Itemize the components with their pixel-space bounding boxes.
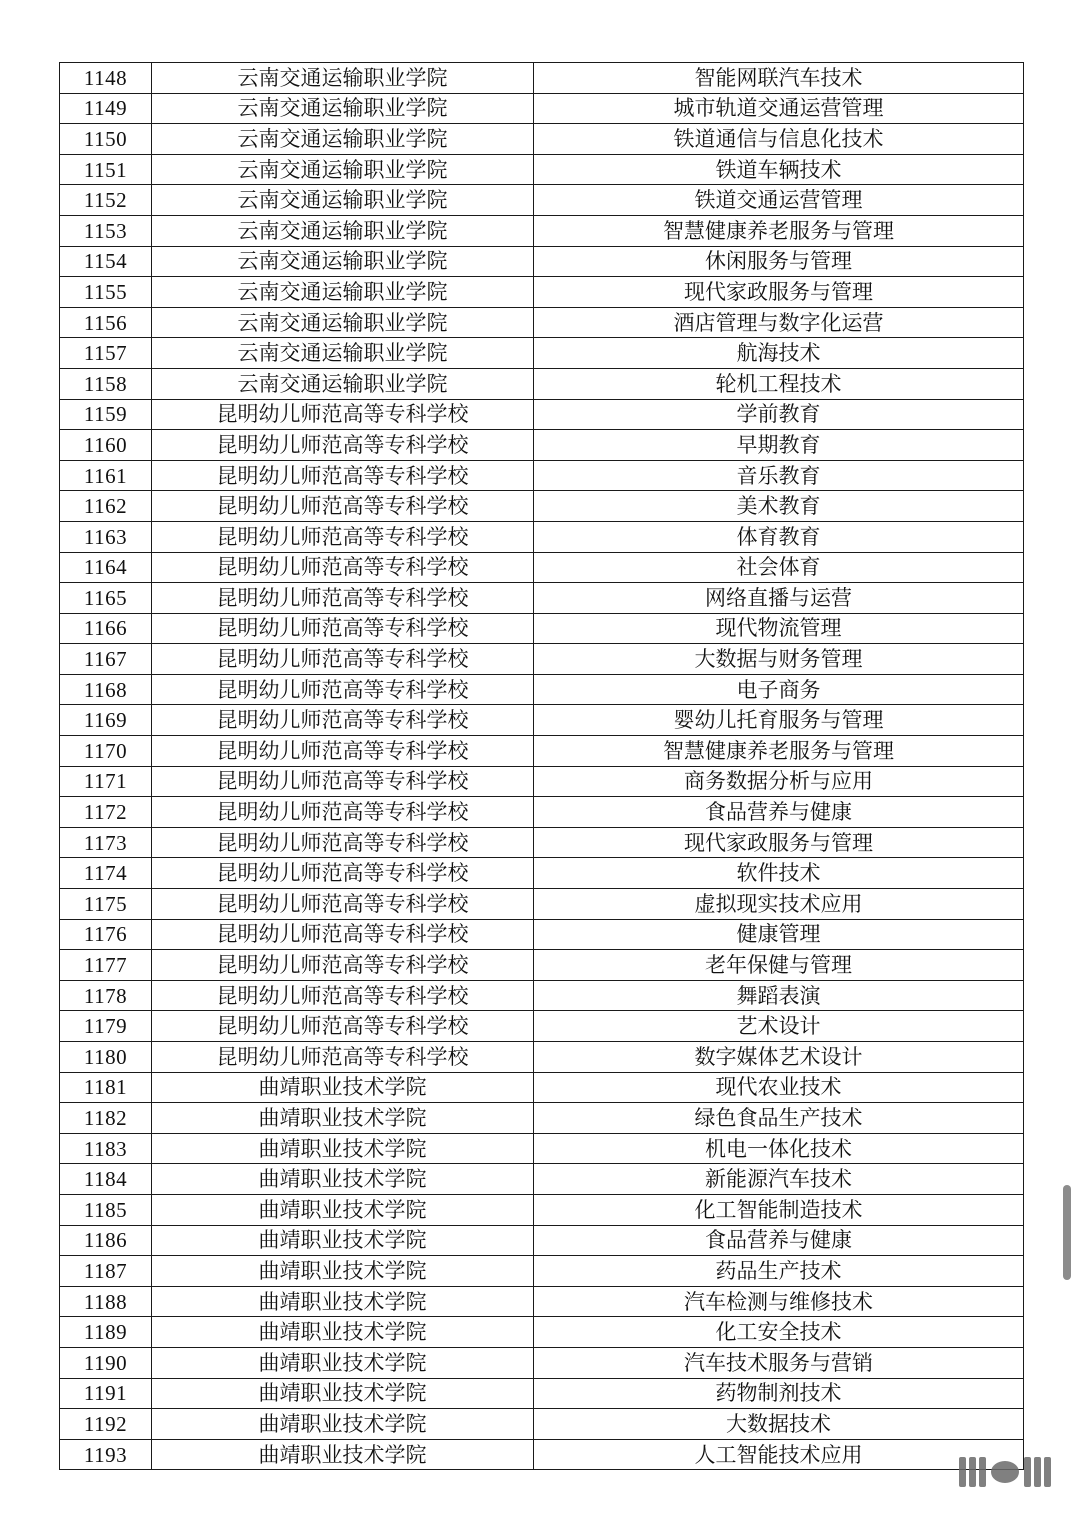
major-name-cell: 舞蹈表演 <box>534 980 1024 1011</box>
major-name-cell: 软件技术 <box>534 858 1024 889</box>
row-number-cell: 1164 <box>60 552 152 583</box>
major-name-cell: 汽车技术服务与营销 <box>534 1347 1024 1378</box>
major-name-cell: 轮机工程技术 <box>534 368 1024 399</box>
major-name-cell: 人工智能技术应用 <box>534 1439 1024 1470</box>
major-name-cell: 化工安全技术 <box>534 1317 1024 1348</box>
table-row <box>60 1256 1024 1287</box>
row-number-cell: 1165 <box>60 583 152 614</box>
school-name-cell: 昆明幼儿师范高等专科学校 <box>152 980 534 1011</box>
major-name-cell: 体育教育 <box>534 521 1024 552</box>
row-number-cell: 1162 <box>60 491 152 522</box>
school-name-cell: 昆明幼儿师范高等专科学校 <box>152 399 534 430</box>
table-row <box>60 1011 1024 1042</box>
major-name-cell: 城市轨道交通运营管理 <box>534 93 1024 124</box>
school-name-cell: 昆明幼儿师范高等专科学校 <box>152 1042 534 1073</box>
major-name-cell: 健康管理 <box>534 919 1024 950</box>
row-number-cell: 1184 <box>60 1164 152 1195</box>
row-number-cell: 1190 <box>60 1347 152 1378</box>
school-name-cell: 昆明幼儿师范高等专科学校 <box>152 583 534 614</box>
table-row <box>60 1317 1024 1348</box>
school-name-cell: 昆明幼儿师范高等专科学校 <box>152 889 534 920</box>
major-name-cell: 现代家政服务与管理 <box>534 277 1024 308</box>
major-name-cell: 社会体育 <box>534 552 1024 583</box>
school-name-cell: 昆明幼儿师范高等专科学校 <box>152 491 534 522</box>
table-row <box>60 307 1024 338</box>
row-number-cell: 1178 <box>60 980 152 1011</box>
vertical-scrollbar[interactable] <box>1063 1185 1071 1280</box>
major-name-cell: 铁道车辆技术 <box>534 154 1024 185</box>
school-name-cell: 昆明幼儿师范高等专科学校 <box>152 827 534 858</box>
row-number-cell: 1154 <box>60 246 152 277</box>
row-number-cell: 1185 <box>60 1194 152 1225</box>
row-number-cell: 1191 <box>60 1378 152 1409</box>
school-name-cell: 昆明幼儿师范高等专科学校 <box>152 552 534 583</box>
major-name-cell: 老年保健与管理 <box>534 950 1024 981</box>
table-row <box>60 491 1024 522</box>
major-name-cell: 电子商务 <box>534 674 1024 705</box>
school-name-cell: 云南交通运输职业学院 <box>152 307 534 338</box>
school-name-cell: 曲靖职业技术学院 <box>152 1133 534 1164</box>
table-row <box>60 827 1024 858</box>
school-name-cell: 曲靖职业技术学院 <box>152 1164 534 1195</box>
school-name-cell: 昆明幼儿师范高等专科学校 <box>152 736 534 767</box>
row-number-cell: 1163 <box>60 521 152 552</box>
major-name-cell: 现代家政服务与管理 <box>534 827 1024 858</box>
row-number-cell: 1177 <box>60 950 152 981</box>
school-name-cell: 云南交通运输职业学院 <box>152 277 534 308</box>
major-name-cell: 艺术设计 <box>534 1011 1024 1042</box>
table-row <box>60 583 1024 614</box>
row-number-cell: 1180 <box>60 1042 152 1073</box>
school-name-cell: 昆明幼儿师范高等专科学校 <box>152 1011 534 1042</box>
school-name-cell: 云南交通运输职业学院 <box>152 154 534 185</box>
school-name-cell: 曲靖职业技术学院 <box>152 1347 534 1378</box>
major-name-cell: 药品生产技术 <box>534 1256 1024 1287</box>
school-name-cell: 曲靖职业技术学院 <box>152 1256 534 1287</box>
table-row <box>60 277 1024 308</box>
school-name-cell: 曲靖职业技术学院 <box>152 1378 534 1409</box>
table-row <box>60 521 1024 552</box>
row-number-cell: 1175 <box>60 889 152 920</box>
major-name-cell: 汽车检测与维修技术 <box>534 1286 1024 1317</box>
row-number-cell: 1179 <box>60 1011 152 1042</box>
row-number-cell: 1176 <box>60 919 152 950</box>
row-number-cell: 1189 <box>60 1317 152 1348</box>
table-row <box>60 399 1024 430</box>
school-name-cell: 昆明幼儿师范高等专科学校 <box>152 919 534 950</box>
table-row <box>60 613 1024 644</box>
school-name-cell: 曲靖职业技术学院 <box>152 1286 534 1317</box>
major-name-cell: 现代农业技术 <box>534 1072 1024 1103</box>
table-row <box>60 185 1024 216</box>
row-number-cell: 1181 <box>60 1072 152 1103</box>
major-name-cell: 网络直播与运营 <box>534 583 1024 614</box>
major-name-cell: 现代物流管理 <box>534 613 1024 644</box>
table-row <box>60 1042 1024 1073</box>
table-row <box>60 980 1024 1011</box>
table-row <box>60 93 1024 124</box>
major-name-cell: 学前教育 <box>534 399 1024 430</box>
table-row <box>60 1225 1024 1256</box>
table-row <box>60 1103 1024 1134</box>
table-row <box>60 858 1024 889</box>
table-row <box>60 736 1024 767</box>
row-number-cell: 1152 <box>60 185 152 216</box>
major-name-cell: 休闲服务与管理 <box>534 246 1024 277</box>
major-name-cell: 大数据与财务管理 <box>534 644 1024 675</box>
table-row <box>60 368 1024 399</box>
table-row <box>60 430 1024 461</box>
major-name-cell: 机电一体化技术 <box>534 1133 1024 1164</box>
major-name-cell: 酒店管理与数字化运营 <box>534 307 1024 338</box>
major-name-cell: 药物制剂技术 <box>534 1378 1024 1409</box>
row-number-cell: 1169 <box>60 705 152 736</box>
table-row <box>60 950 1024 981</box>
table-row <box>60 460 1024 491</box>
table-row <box>60 1347 1024 1378</box>
row-number-cell: 1174 <box>60 858 152 889</box>
row-number-cell: 1192 <box>60 1409 152 1440</box>
table-row <box>60 889 1024 920</box>
row-number-cell: 1148 <box>60 63 152 94</box>
major-name-cell: 食品营养与健康 <box>534 797 1024 828</box>
table-row <box>60 674 1024 705</box>
row-number-cell: 1168 <box>60 674 152 705</box>
school-name-cell: 昆明幼儿师范高等专科学校 <box>152 858 534 889</box>
table-row <box>60 1286 1024 1317</box>
table-row <box>60 154 1024 185</box>
school-name-cell: 昆明幼儿师范高等专科学校 <box>152 460 534 491</box>
table-row <box>60 766 1024 797</box>
table-row <box>60 1164 1024 1195</box>
major-name-cell: 智慧健康养老服务与管理 <box>534 736 1024 767</box>
row-number-cell: 1188 <box>60 1286 152 1317</box>
major-name-cell: 虚拟现实技术应用 <box>534 889 1024 920</box>
row-number-cell: 1183 <box>60 1133 152 1164</box>
row-number-cell: 1155 <box>60 277 152 308</box>
table-row <box>60 644 1024 675</box>
row-number-cell: 1157 <box>60 338 152 369</box>
major-name-cell: 食品营养与健康 <box>534 1225 1024 1256</box>
row-number-cell: 1193 <box>60 1439 152 1470</box>
major-name-cell: 数字媒体艺术设计 <box>534 1042 1024 1073</box>
major-name-cell: 音乐教育 <box>534 460 1024 491</box>
school-name-cell: 昆明幼儿师范高等专科学校 <box>152 797 534 828</box>
school-name-cell: 昆明幼儿师范高等专科学校 <box>152 644 534 675</box>
school-name-cell: 昆明幼儿师范高等专科学校 <box>152 674 534 705</box>
row-number-cell: 1182 <box>60 1103 152 1134</box>
major-name-cell: 铁道通信与信息化技术 <box>534 124 1024 155</box>
row-number-cell: 1186 <box>60 1225 152 1256</box>
school-name-cell: 云南交通运输职业学院 <box>152 246 534 277</box>
major-name-cell: 绿色食品生产技术 <box>534 1103 1024 1134</box>
table-row <box>60 1133 1024 1164</box>
row-number-cell: 1171 <box>60 766 152 797</box>
school-name-cell: 曲靖职业技术学院 <box>152 1072 534 1103</box>
major-name-cell: 新能源汽车技术 <box>534 1164 1024 1195</box>
school-name-cell: 曲靖职业技术学院 <box>152 1439 534 1470</box>
row-number-cell: 1167 <box>60 644 152 675</box>
school-name-cell: 云南交通运输职业学院 <box>152 215 534 246</box>
row-number-cell: 1153 <box>60 215 152 246</box>
row-number-cell: 1187 <box>60 1256 152 1287</box>
major-name-cell: 大数据技术 <box>534 1409 1024 1440</box>
row-number-cell: 1172 <box>60 797 152 828</box>
row-number-cell: 1161 <box>60 460 152 491</box>
table-row <box>60 246 1024 277</box>
major-name-cell: 化工智能制造技术 <box>534 1194 1024 1225</box>
school-name-cell: 昆明幼儿师范高等专科学校 <box>152 613 534 644</box>
row-number-cell: 1149 <box>60 93 152 124</box>
row-number-cell: 1173 <box>60 827 152 858</box>
school-name-cell: 曲靖职业技术学院 <box>152 1317 534 1348</box>
school-name-cell: 云南交通运输职业学院 <box>152 93 534 124</box>
row-number-cell: 1151 <box>60 154 152 185</box>
table-row <box>60 552 1024 583</box>
table-row <box>60 797 1024 828</box>
major-name-cell: 婴幼儿托育服务与管理 <box>534 705 1024 736</box>
table-row <box>60 215 1024 246</box>
row-number-cell: 1150 <box>60 124 152 155</box>
school-name-cell: 曲靖职业技术学院 <box>152 1225 534 1256</box>
major-name-cell: 早期教育 <box>534 430 1024 461</box>
row-number-cell: 1159 <box>60 399 152 430</box>
table-row <box>60 124 1024 155</box>
school-name-cell: 云南交通运输职业学院 <box>152 124 534 155</box>
row-number-cell: 1160 <box>60 430 152 461</box>
table-row <box>60 919 1024 950</box>
school-name-cell: 曲靖职业技术学院 <box>152 1103 534 1134</box>
watermark-logo-icon <box>959 1457 1051 1487</box>
school-name-cell: 云南交通运输职业学院 <box>152 185 534 216</box>
row-number-cell: 1156 <box>60 307 152 338</box>
school-name-cell: 昆明幼儿师范高等专科学校 <box>152 430 534 461</box>
major-name-cell: 智能网联汽车技术 <box>534 63 1024 94</box>
school-name-cell: 云南交通运输职业学院 <box>152 368 534 399</box>
table-row <box>60 1072 1024 1103</box>
table-row <box>60 1409 1024 1440</box>
school-name-cell: 云南交通运输职业学院 <box>152 63 534 94</box>
school-name-cell: 昆明幼儿师范高等专科学校 <box>152 950 534 981</box>
major-name-cell: 铁道交通运营管理 <box>534 185 1024 216</box>
school-name-cell: 曲靖职业技术学院 <box>152 1194 534 1225</box>
table-row <box>60 1194 1024 1225</box>
school-name-cell: 云南交通运输职业学院 <box>152 338 534 369</box>
major-name-cell: 商务数据分析与应用 <box>534 766 1024 797</box>
row-number-cell: 1170 <box>60 736 152 767</box>
table-row <box>60 63 1024 94</box>
table-row <box>60 1378 1024 1409</box>
row-number-cell: 1166 <box>60 613 152 644</box>
table-row <box>60 338 1024 369</box>
row-number-cell: 1158 <box>60 368 152 399</box>
major-name-cell: 航海技术 <box>534 338 1024 369</box>
school-name-cell: 昆明幼儿师范高等专科学校 <box>152 705 534 736</box>
table-body <box>60 63 1024 1470</box>
major-name-cell: 美术教育 <box>534 491 1024 522</box>
table-row <box>60 705 1024 736</box>
school-major-table <box>59 62 1024 1470</box>
school-name-cell: 昆明幼儿师范高等专科学校 <box>152 766 534 797</box>
table-row <box>60 1439 1024 1470</box>
school-name-cell: 曲靖职业技术学院 <box>152 1409 534 1440</box>
major-name-cell: 智慧健康养老服务与管理 <box>534 215 1024 246</box>
school-name-cell: 昆明幼儿师范高等专科学校 <box>152 521 534 552</box>
